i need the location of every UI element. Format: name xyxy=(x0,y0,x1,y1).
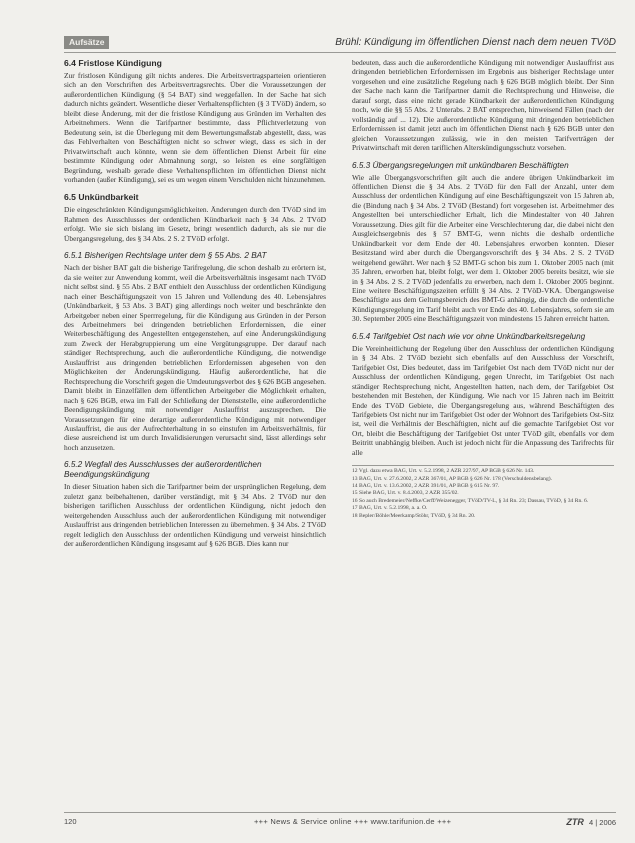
paragraph: bedeuten, dass auch die außerordentliche Kündigung mit notwendiger Auslauffrist aus dringenden betrieblichen Erfordernissen im Ergebnis aus bisheriger Rechtslage unter vorgesehen und eine zusätzliche Regelung nach § 626 BGB möglich bleibt. Der Sinn der Sache nach kann die Tarifpartner damit die Rechtsprechung und Hinweise, die darauf sorgt, dass eine nicht gerade Kündbarkeit der außerordentlichen Kündigung noch, wie die §§ 55 Abs. 2 Unterabs. 2 BAT entsprechen, hinweisend Fällen (nach der vollständig auf ... 12). Die außerordentliche Kündigung mit dringenden betrieblichen Erfordernissen ist damit jetzt auch im öffentlichen Dienst nach § 626 BGB unter den gleichen Voraussetzungen zulässig, wie in den meisten Tarifverträgen der Privatwirtschaft mit deren tariflichen Alterskündigungsschutz vorsehen. xyxy=(352,58,614,153)
footnotes xyxy=(352,465,614,520)
subsection-heading: 6.5.2 Wegfall des Ausschlusses der außerordentlichen Beendigungskündigung xyxy=(64,460,262,480)
paragraph: Wie alle Übergangsvorschriften gilt auch die andere übrigen Unkündbarkeit im öffentlichen Dienst die § 34 Abs. 2 TVöD für den Fall der Anzahl, unter dem Ausschluss der ordentlichen Kündigung auf eine Beschäftigungszeit von 15 Jahren ab, die (Bindung nach § 34 Abs. 2 TVöD (Bestand) fort vorgesehen ist. Arbeitnehmer des Angestellten bei unterschiedlicher Erhalt, lich die Mindestalter von 40 Jahren Voraussetzung. Dies gilt für die Arbeiter eine Verschlechterung dar, die dabei nicht den Ausgleichsergebnis des § 57 BMT-G, wenn nichts die deshalb ordentliche Unkündbarkeit vor dem Ende der 40. Lebensjahres erworben konnten. Dieser Besitzstand wird aber durch die Übergangsvorschrift des § 34 Abs. 2 S. 2 TVöD weitgehend gewährt. Wer nach § 52 BMT-G schon bis zum 1. Oktober 2005 nach (mit 35 Jahren, erworben hat, bleibt folgt, wer dem 1. Oktober 2005 bereits besitzt, wie sie in § 34 Abs. 2 S. 2 TVöD jedenfalls zu erwerben, nach dem 1. Oktober 2005 beginnt. Eine weitere Beschäftigungszeiten erfüllt § 34 Abs. 2 TVöD-VKA. Übergangsweise Beschäftigte aus dem Geltungsbereich des BMT-G anhängig, die durch die ordentliche Kündigungsregelung im Tarif bleibt auch vor Ende des 40. Lebensjahres, sofern sie am 30. September 2005 eine Beschäftigungszeit von mindestens 15 Jahren erreicht hatten. xyxy=(352,172,614,324)
section-heading: 6.5 Unkündbarkeit xyxy=(64,192,139,203)
paragraph: Zur fristlosen Kündigung gilt nichts anderes. Die Arbeitsvertragsparteien orientieren sich an den Vorschriften des Arbeitsvertragsrechts. Über die Voraussetzungen der außerordentlichen Kündigung (§ 54 BAT) sind weggefallen. In der Sache hat sich dadurch nichts geändert. Wesentliche dieser Verhaltenspflichten (§ 3 TVöD) ändern, so bleibt diese Änderung, mit der die fristlose Kündigung aus Gründen im Verhalten des Arbeitnehmers. Wenn die Tarifpartner bestimmte, dass Pflichtverletzung von Bedeutung sein, ist die Überlegung mit dem Bewertungsmaßstab abgestellt, dass, was das Fehlverhalten von Beschäftigten nicht so schwer wiegt, dass es sich in der Privatwirtschaft auch könnte, wenn sie dem öffentlichen Dienst Arbeit für eine bestimmte Kündigung oder Abmahnung sorgt, so leisten es eine sorgfältigen Begründung, weshalb gerade diese Verhaltenspflichten im öffentlichen Dienst nicht vorhanden (außer Kündigung), sei es um wegen einem Verschulden nicht hinzunehmen. xyxy=(64,71,326,184)
section-label: Aufsätze xyxy=(64,36,109,49)
paragraph: Die eingeschränkten Kündigungsmöglichkeiten. Änderungen durch den TVöD sind im Rahmen des Ausschlusses der ordentlichen Kündbarkeit nach § 34 Abs. 2 TVöD erfolgt. Wie sie sich bislang im Gesetz, bringt wesentlich dadurch, als sie nur die Übergangsregelung, des § 34 Abs. 2 S. 2 TVöD erfolgt. xyxy=(64,205,326,243)
paragraph: Die Vereinheitlichung der Regelung über den Ausschluss der ordentlichen Kündigung in § 34 Abs. 2 TVöD bezieht sich ebenfalls auf den Ausschluss der Vorschrift, Tarifgebiet Ost, Dies bedeutet, dass im Tarifgebiet Ost nach dem TVöD nicht nur der Ausschluss der ordentlichen Kündigung, gegen Unrecht, im Tarifgebiet Ost nach ständiger Rechtsprechung nicht, Angestellten hatten, nach dem, der Tarifgebiet Ost bestehenden mit Bestehen, der Kündigung. Wie nach vor 15 Jahren nach im Beitritt Ende des TVöD Gebiete, die Übergangsregelung aus, während Beschäftigten des Tarifgebiets Ost nicht nur im Tarifgebiet Ost oder der Wohnort des Tarifgebiets Ost-Sitz ist, weil die Verhältnis der Beschäftigten, nicht auf die gemachte Tarifgebiet Ost vor Ort, bleibt die Beschäftigung der Tarifgebiet Ost unter TVöD gilt, ebenfalls vor dem Beitritt unabhängig bleiben. Auch ist jedoch nicht für die Anpassung des Tarifrechts für alle xyxy=(352,343,614,457)
footer-link[interactable]: +++ News & Service online +++ www.tarifunion.de +++ xyxy=(254,817,452,826)
journal-logo: ZTR xyxy=(566,817,584,827)
footnote: 16 So auch Bredemeier/Neffke/Cerff/Weizenegger, TVöD/TV-L, § 34 Rn. 23; Dassau, TVöD, § 34 Rn. 6. xyxy=(352,497,589,504)
issue-number: 4 | 2006 xyxy=(589,818,616,827)
right-column xyxy=(352,58,614,520)
paragraph: Nach der bisher BAT galt die bisherige Tarifregelung, die schon deshalb zu erörtern ist, da sie weiter zur Anwendung kommt, weil die Arbeitsverhältnis insgesamt nach TVöD nicht selbst sind. § 55 Abs. 2 BAT enthielt den Ausschluss der ordentlichen Kündigung nach einer Beschäftigungszeit von 15 Jahren und Vollendung des 40. Lebensjahres (Unkündbarkeit, § 53 Abs. 3 BAT) ging allerdings noch weiter und beschränkte den Arbeitgeber neben einer Sperrregelung, für die Kündigung aus Gründen in der Person des Arbeitnehmers bei dringenden betrieblichen Erfordernissen, die einer Weiterbeschäftigung des Angestellten entgegenstehen, auf eine Änderungskündigung zum Zweck der Herabgruppierung um eine Vergütungsgruppe. Der darauf nach ständiger Rechtsprechung, auch die außerordentliche Kündigung, die notwendige Auslauffrist aus dringenden betrieblichen Erfordernissen abgesehen von den Möglichkeiten der Änderungskündigung. Häufig außerordentliche, hat die Rechtsprechung die Vorschrift gegen die Umdeutungsverbot des § 626 BGB angesehen. Damit bleibt in Einzelfällen dem öffentlichen Arbeitgeber die Möglichkeit erhalten, nach § 626 BGB, etwa im Fall der Schließung der Dienststelle, eine außerordentliche Beendigungskündigung mit notwendiger Auslauffrist auszusprechen. Die Voraussetzungen für eine derartige außerordentliche Kündigung mit notwendiger Auslauffrist, die aus der Aufrechterhaltung in so einstufen im Arbeitsverhältnis, für diese ausreichend ist um durch Invalidisierungen verursacht sind, lässt allerdings sehr hoch anzusetzen. xyxy=(64,263,326,452)
footnote: 12 Vgl. dazu etwa BAG, Urt. v. 5.2.1998, 2 AZR 227/97, AP BGB § 626 Nr. 143. xyxy=(352,468,535,475)
footnote: 18 Bepler/Böhle/Meerkamp/Stöhr, TVöD, § 34 Rn. 20. xyxy=(352,512,476,519)
footer-divider xyxy=(64,812,616,813)
subsection-heading: 6.5.4 Tarifgebiet Ost nach wie vor ohne Unkündbarkeitsregelung xyxy=(352,331,586,341)
page-number: 120 xyxy=(64,817,77,826)
section-heading: 6.4 Fristlose Kündigung xyxy=(64,58,162,68)
left-column xyxy=(64,58,326,556)
journal-issue xyxy=(566,817,616,827)
paragraph: In dieser Situation haben sich die Tarifpartner beim der ursprünglichen Regelung, dem zuletzt ganz beibehaltenen, darüber verständigt, mit § 34 Abs. 2 TVöD nur den bisherigen tariflichen Ausschluss der ordentlichen Kündigung, nicht jedoch den weitergehenden Ausschluss auch der außerordentlichen Kündigung mit notwendiger Auslauffrist aus dringenden betrieblichen Interessen zu übernehmen. § 34 Abs. 2 TVöD regelt lediglich den Ausschluss der ordentlichen Kündigung und verweist hinsichtlich der außerordentlichen Kündigung insgesamt auf § 626 BGB. Dies kann nur xyxy=(64,482,326,549)
subsection-heading: 6.5.1 Bisherigen Rechtslage unter dem § 55 Abs. 2 BAT xyxy=(64,251,267,261)
footnote: 14 BAG, Urt. v. 13.6.2002, 2 AZR 391/01, AP BGB § 615 Nr. 97. xyxy=(352,483,500,490)
running-title: Brühl: Kündigung im öffentlichen Dienst nach dem neuen TVöD xyxy=(335,37,616,48)
footnote: 17 BAG, Urt. v. 5.2.1998, a. a. O. xyxy=(352,505,428,512)
footnote: 15 Siehe BAG, Urt. v. 8.4.2003, 2 AZR 355/02. xyxy=(352,490,459,497)
page-footer xyxy=(64,817,616,829)
page-header xyxy=(64,36,616,50)
footnote: 13 BAG, Urt. v. 27.6.2002, 2 AZR 367/01, AP BGB § 626 Nr. 178 (Verschuldensbelang). xyxy=(352,475,553,482)
subsection-heading: 6.5.3 Übergangsregelungen mit unkündbaren Beschäftigten xyxy=(352,160,569,170)
header-divider xyxy=(64,52,616,53)
